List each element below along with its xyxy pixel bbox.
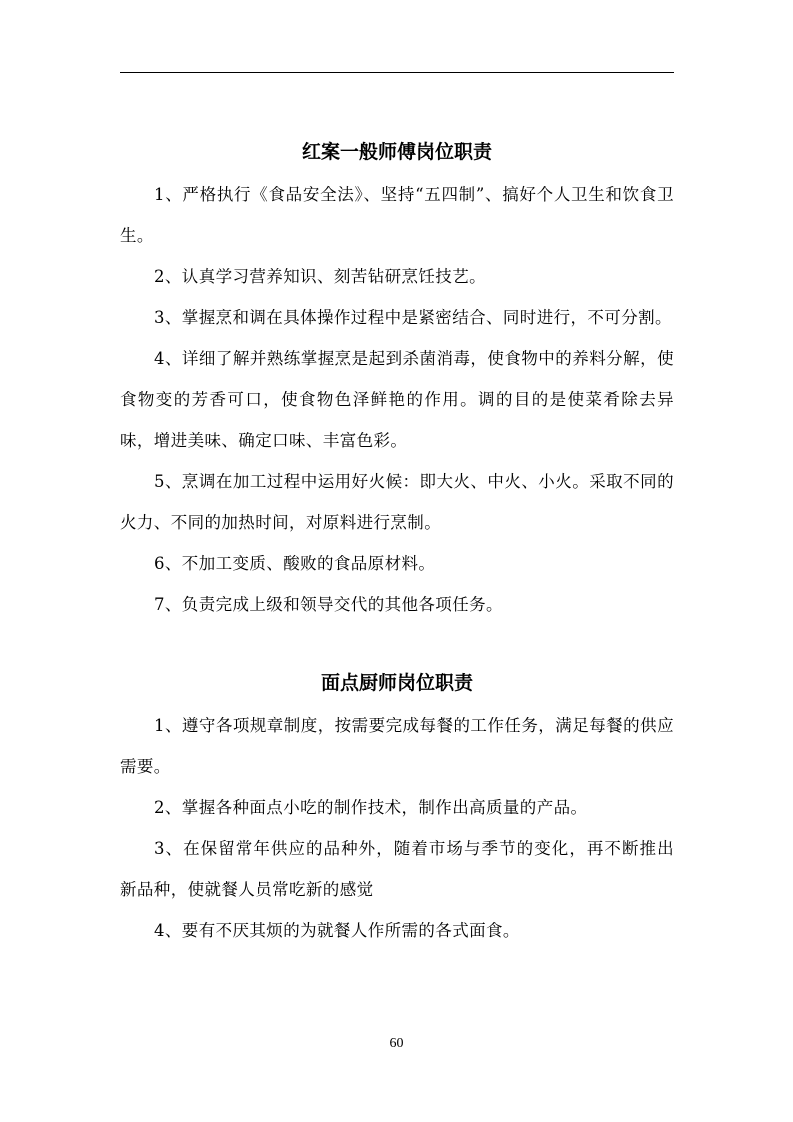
duty-paragraph: 5、烹调在加工过程中运用好火候：即大火、中火、小火。采取不同的火力、不同的加热时间，对原料进行烹制。 [120,472,674,532]
section-pastry-chef-duties [120,665,674,951]
duty-paragraph: 2、认真学习营养知识、刻苦钻研烹饪技艺。 [154,267,486,286]
duty-paragraph: 3、掌握烹和调在具体操作过程中是紧密结合、同时进行，不可分割。 [154,308,672,327]
section-title: 面点厨师岗位职责 [320,672,473,694]
duty-paragraph: 1、严格执行《食品安全法》、坚持“五四制”、搞好个人卫生和饮食卫生。 [120,185,674,245]
duty-paragraph: 1、遵守各项规章制度，按需要完成每餐的工作任务，满足每餐的供应需要。 [120,716,674,776]
duty-paragraph: 6、不加工变质、酸败的食品原材料。 [154,554,436,573]
section-red-case-chef-duties [120,134,674,625]
duty-paragraph: 3、在保留常年供应的品种外，随着市场与季节的变化，再不断推出 新品种，使就餐人员常吃新的感觉 [120,839,674,899]
duty-paragraph: 2、掌握各种面点小吃的制作技术，制作出高质量的产品。 [154,798,588,817]
section-title: 红案一般师傅岗位职责 [301,141,492,163]
header-rule [120,72,674,73]
duty-paragraph: 4、要有不厌其烦的为就餐人作所需的各式面食。 [154,921,520,940]
document-body [120,134,674,991]
duty-paragraph: 7、负责完成上级和领导交代的其他各项任务。 [154,595,503,614]
duty-paragraph: 4、详细了解并熟练掌握烹是起到杀菌消毒，使食物中的养料分解，使食物变的芳香可口，使食物色泽鲜艳的作用。调的目的是使菜肴除去异味，增进美味、确定口味、丰富色彩。 [120,349,674,450]
page-number: 60 [389,1036,404,1051]
